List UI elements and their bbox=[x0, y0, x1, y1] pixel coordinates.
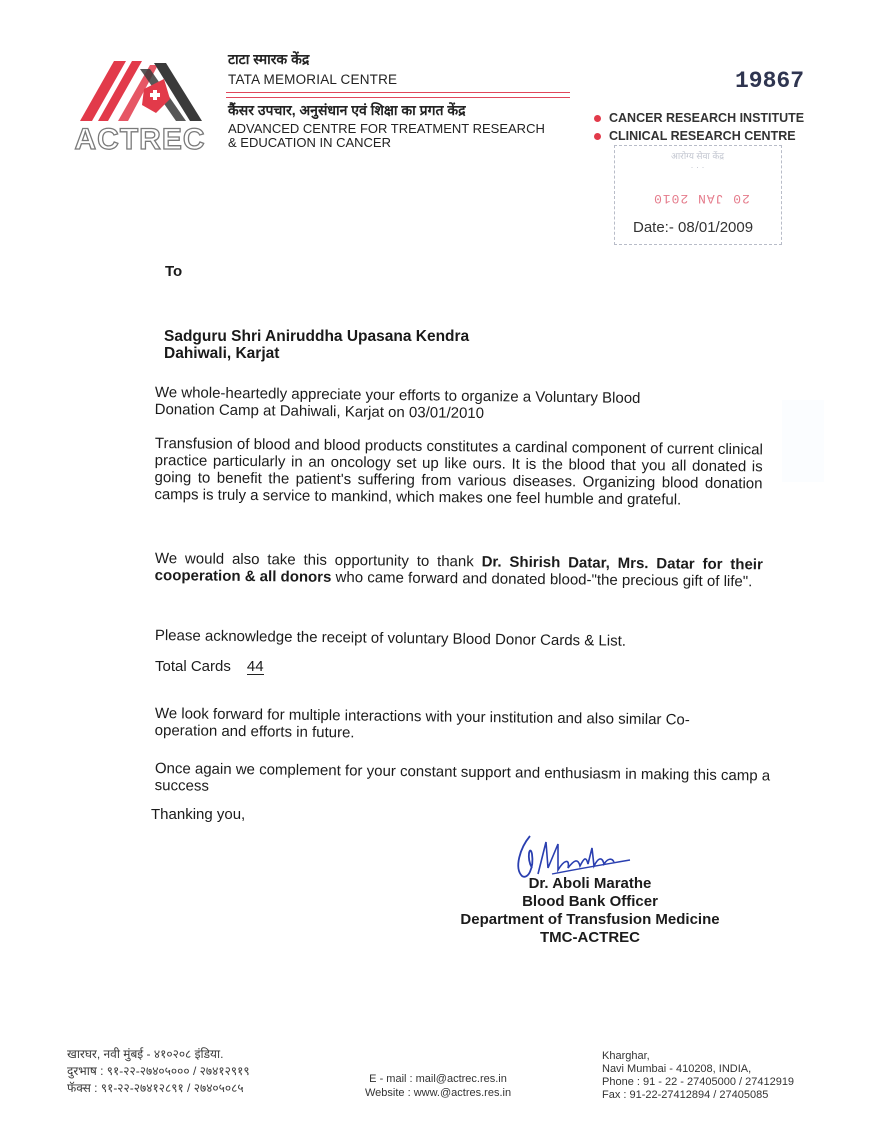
recipient-address bbox=[164, 328, 469, 362]
closing: Thanking you, bbox=[151, 806, 246, 823]
bullet-icon bbox=[594, 133, 601, 140]
hindi-title: टाटा स्मारक केंद्र bbox=[228, 51, 310, 67]
unit-item bbox=[594, 129, 796, 143]
paragraph-thanks bbox=[155, 550, 763, 590]
thanks-text: We would also take this opportunity to thank bbox=[154, 550, 482, 571]
unit-label: CANCER RESEARCH INSTITUTE bbox=[609, 111, 805, 125]
received-stamp bbox=[614, 145, 782, 245]
total-cards-label: Total Cards bbox=[155, 658, 231, 675]
signatory-department: Department of Transfusion Medicine bbox=[460, 911, 720, 928]
recipient-location: Dahiwali, Karjat bbox=[164, 345, 280, 362]
stamp-faint-line: आरोग्य सेवा केंद्र bbox=[670, 151, 725, 161]
footer-hindi-address: खारघर, नवी मुंबई - ४१०२०८ इंडिया. bbox=[67, 1047, 224, 1061]
footer-website: Website : www.@actres.res.in bbox=[365, 1087, 512, 1099]
recipient-name: Sadguru Shri Aniruddha Upasana Kendra bbox=[164, 328, 470, 345]
total-cards-value: 44 bbox=[246, 658, 264, 675]
total-cards-line bbox=[155, 658, 264, 675]
signatory-block bbox=[440, 875, 740, 947]
signatory-institution: TMC-ACTREC bbox=[540, 929, 640, 946]
footer-english-contact bbox=[602, 1050, 794, 1102]
hindi-subtitle: कैंसर उपचार, अनुसंधान एवं शिक्षा का प्रगत केंद्र bbox=[228, 102, 466, 118]
header-divider bbox=[226, 92, 570, 98]
footer-fax: Fax : 91-22-27412894 / 27405085 bbox=[602, 1089, 769, 1101]
footer-address-line2: Navi Mumbai - 410208, INDIA, bbox=[602, 1063, 752, 1075]
unit-label: CLINICAL RESEARCH CENTRE bbox=[609, 129, 796, 143]
paragraph-future: We look forward for multiple interactions with your institution and also similar Co-operation and efforts in future. bbox=[154, 705, 690, 742]
footer-email: E - mail : mail@actrec.res.in bbox=[369, 1073, 507, 1085]
unit-item bbox=[594, 111, 804, 125]
stamp-received-date: 20 JAN 2010 bbox=[653, 191, 750, 206]
logo-text: ACTREC bbox=[74, 123, 206, 156]
thanks-text-end: who came forward and donated blood-"the precious gift of life". bbox=[331, 568, 753, 591]
paragraph-complement: Once again we complement for your constant support and enthusiasm in making this camp a success bbox=[154, 760, 771, 795]
stamp-faint-text bbox=[625, 151, 770, 173]
footer-address-line1: Kharghar, bbox=[602, 1050, 650, 1062]
actrec-logo bbox=[70, 55, 210, 155]
bullet-icon bbox=[594, 115, 601, 122]
stamp-faint-line: · · · bbox=[690, 162, 705, 172]
thanks-names: Dr. Shirish Datar, Mrs. Datar for their cooperation & all donors bbox=[154, 553, 763, 586]
org-name: TATA MEMORIAL CENTRE bbox=[228, 72, 398, 87]
paragraph-acknowledge: Please acknowledge the receipt of voluntary Blood Donor Cards & List. bbox=[154, 627, 627, 650]
footer-online-contact bbox=[365, 1072, 511, 1100]
signatory-name: Dr. Aboli Marathe bbox=[528, 875, 652, 892]
logo-emblem-icon bbox=[70, 55, 210, 125]
footer-hindi-fax: फॅक्स : ९१-२२-२७४१२८९१ / २७४०५०८५ bbox=[67, 1081, 244, 1095]
org-subtitle-line2: & EDUCATION IN CANCER bbox=[228, 135, 391, 150]
org-subtitle-line1: ADVANCED CENTRE FOR TREATMENT RESEARCH bbox=[228, 121, 545, 136]
paragraph-transfusion: Transfusion of blood and blood products constitutes a cardinal component of current clinical practice particularly in an oncology set up like ours. It is the blood that you all donated is going to benefit the patient's suffering from various diseases. Organizing blood donation camps is truly a service to mankind, which makes one feel humble and grateful. bbox=[154, 435, 763, 509]
salutation-to: To bbox=[165, 263, 183, 280]
paragraph-appreciation: We whole-heartedly appreciate your efforts to organize a Voluntary Blood Donation Camp at Dahiwali, Karjat on 03/01/2010 bbox=[154, 384, 641, 423]
footer-hindi-phone: दुरभाष : ९१-२२-२७४०५००० / २७४१२९१९ bbox=[67, 1064, 250, 1078]
scan-artifact bbox=[782, 400, 824, 482]
reference-number: 19867 bbox=[735, 68, 805, 94]
footer-hindi-contact bbox=[67, 1046, 250, 1097]
letter-date: Date:- 08/01/2009 bbox=[633, 219, 754, 236]
footer-phone: Phone : 91 - 22 - 27405000 / 27412919 bbox=[602, 1076, 795, 1088]
signatory-designation: Blood Bank Officer bbox=[522, 893, 658, 910]
